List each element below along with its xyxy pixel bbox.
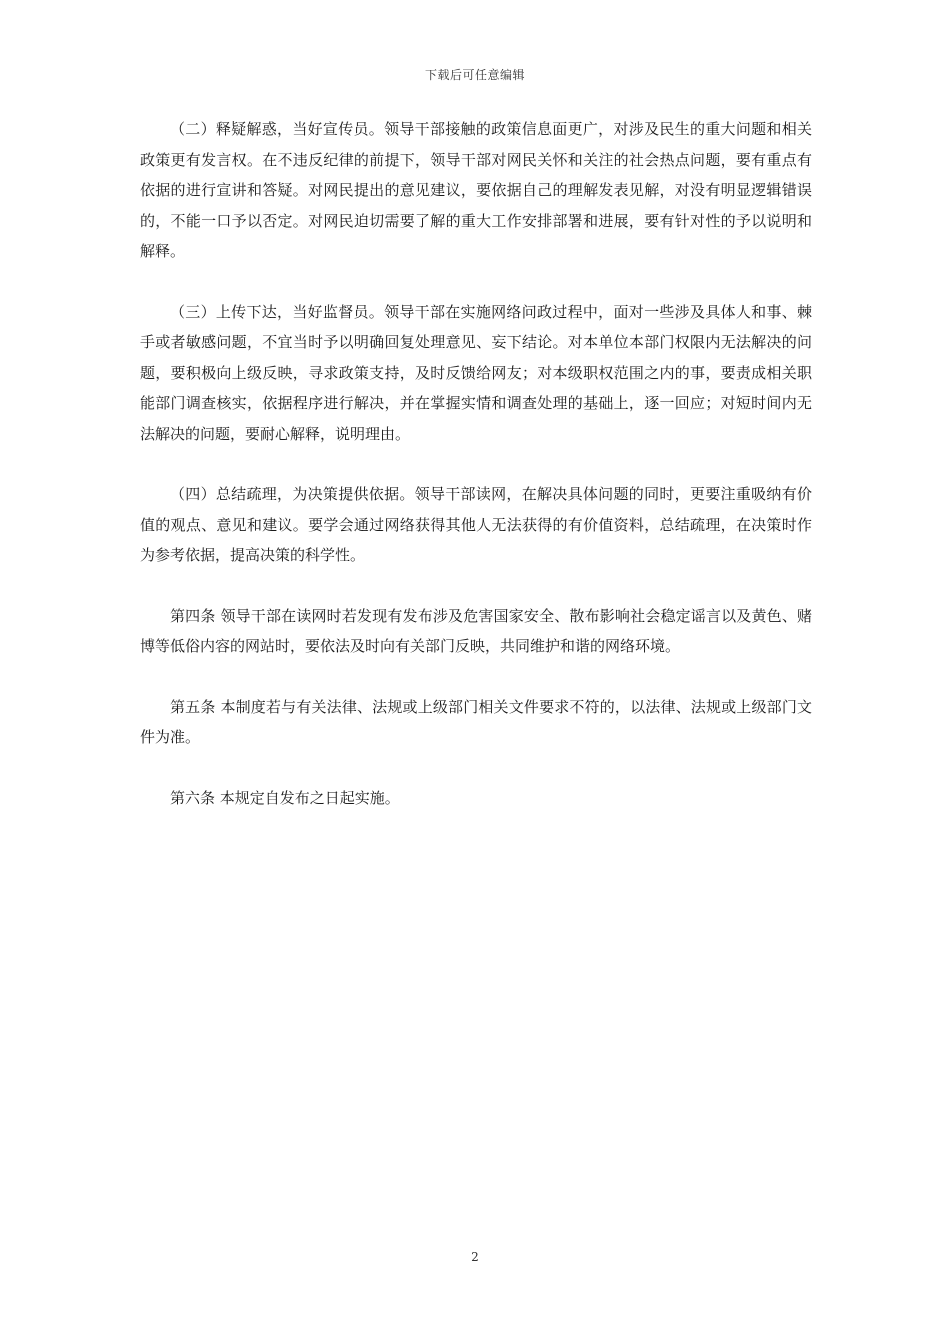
paragraph-section-4: （四）总结疏理，为决策提供依据。领导干部读网，在解决具体问题的同时，更要注重吸纳有价值的观点、意见和建议。要学会通过网络获得其他人无法获得的有价值资料，总结疏理，在决策时作为参考依据，提高决策的科学性。 — [140, 485, 812, 564]
paragraph-article-6: 第六条 本规定自发布之日起实施。 — [170, 788, 400, 807]
paragraph-section-2: （二）释疑解惑，当好宣传员。领导干部接触的政策信息面更广，对涉及民生的重大问题和相关政策更有发言权。在不违反纪律的前提下，领导干部对网民关怀和关注的社会热点问题，要有重点有依据的进行宣讲和答疑。对网民提出的意见建议，要依据自己的理解发表见解，对没有明显逻辑错误的，不能一口予以否定。对网民迫切需要了解的重大工作安排部署和进展，要有针对性的予以说明和解释。 — [140, 120, 812, 260]
paragraph-article-5: 第五条 本制度若与有关法律、法规或上级部门相关文件要求不符的，以法律、法规或上级部门文件为准。 — [140, 697, 812, 746]
paragraph-section-3: （三）上传下达，当好监督员。领导干部在实施网络问政过程中，面对一些涉及具体人和事、棘手或者敏感问题，不宜当时予以明确回复处理意见、妄下结论。对本单位本部门权限内无法解决的问题，要积极向上级反映，寻求政策支持，及时反馈给网友；对本级职权范围之内的事，要责成相关职能部门调查核实，依据程序进行解决，并在掌握实情和调查处理的基础上，逐一回应；对短时间内无法解决的问题，要耐心解释，说明理由。 — [140, 302, 812, 443]
paragraph-article-4: 第四条 领导干部在读网时若发现有发布涉及危害国家安全、散布影响社会稳定谣言以及黄色、赌博等低俗内容的网站时，要依法及时向有关部门反映，共同维护和谐的网络环境。 — [140, 606, 812, 655]
page-header: 下载后可任意编辑 — [424, 68, 525, 82]
page-number: 2 — [471, 1250, 479, 1264]
document-body — [140, 114, 812, 843]
